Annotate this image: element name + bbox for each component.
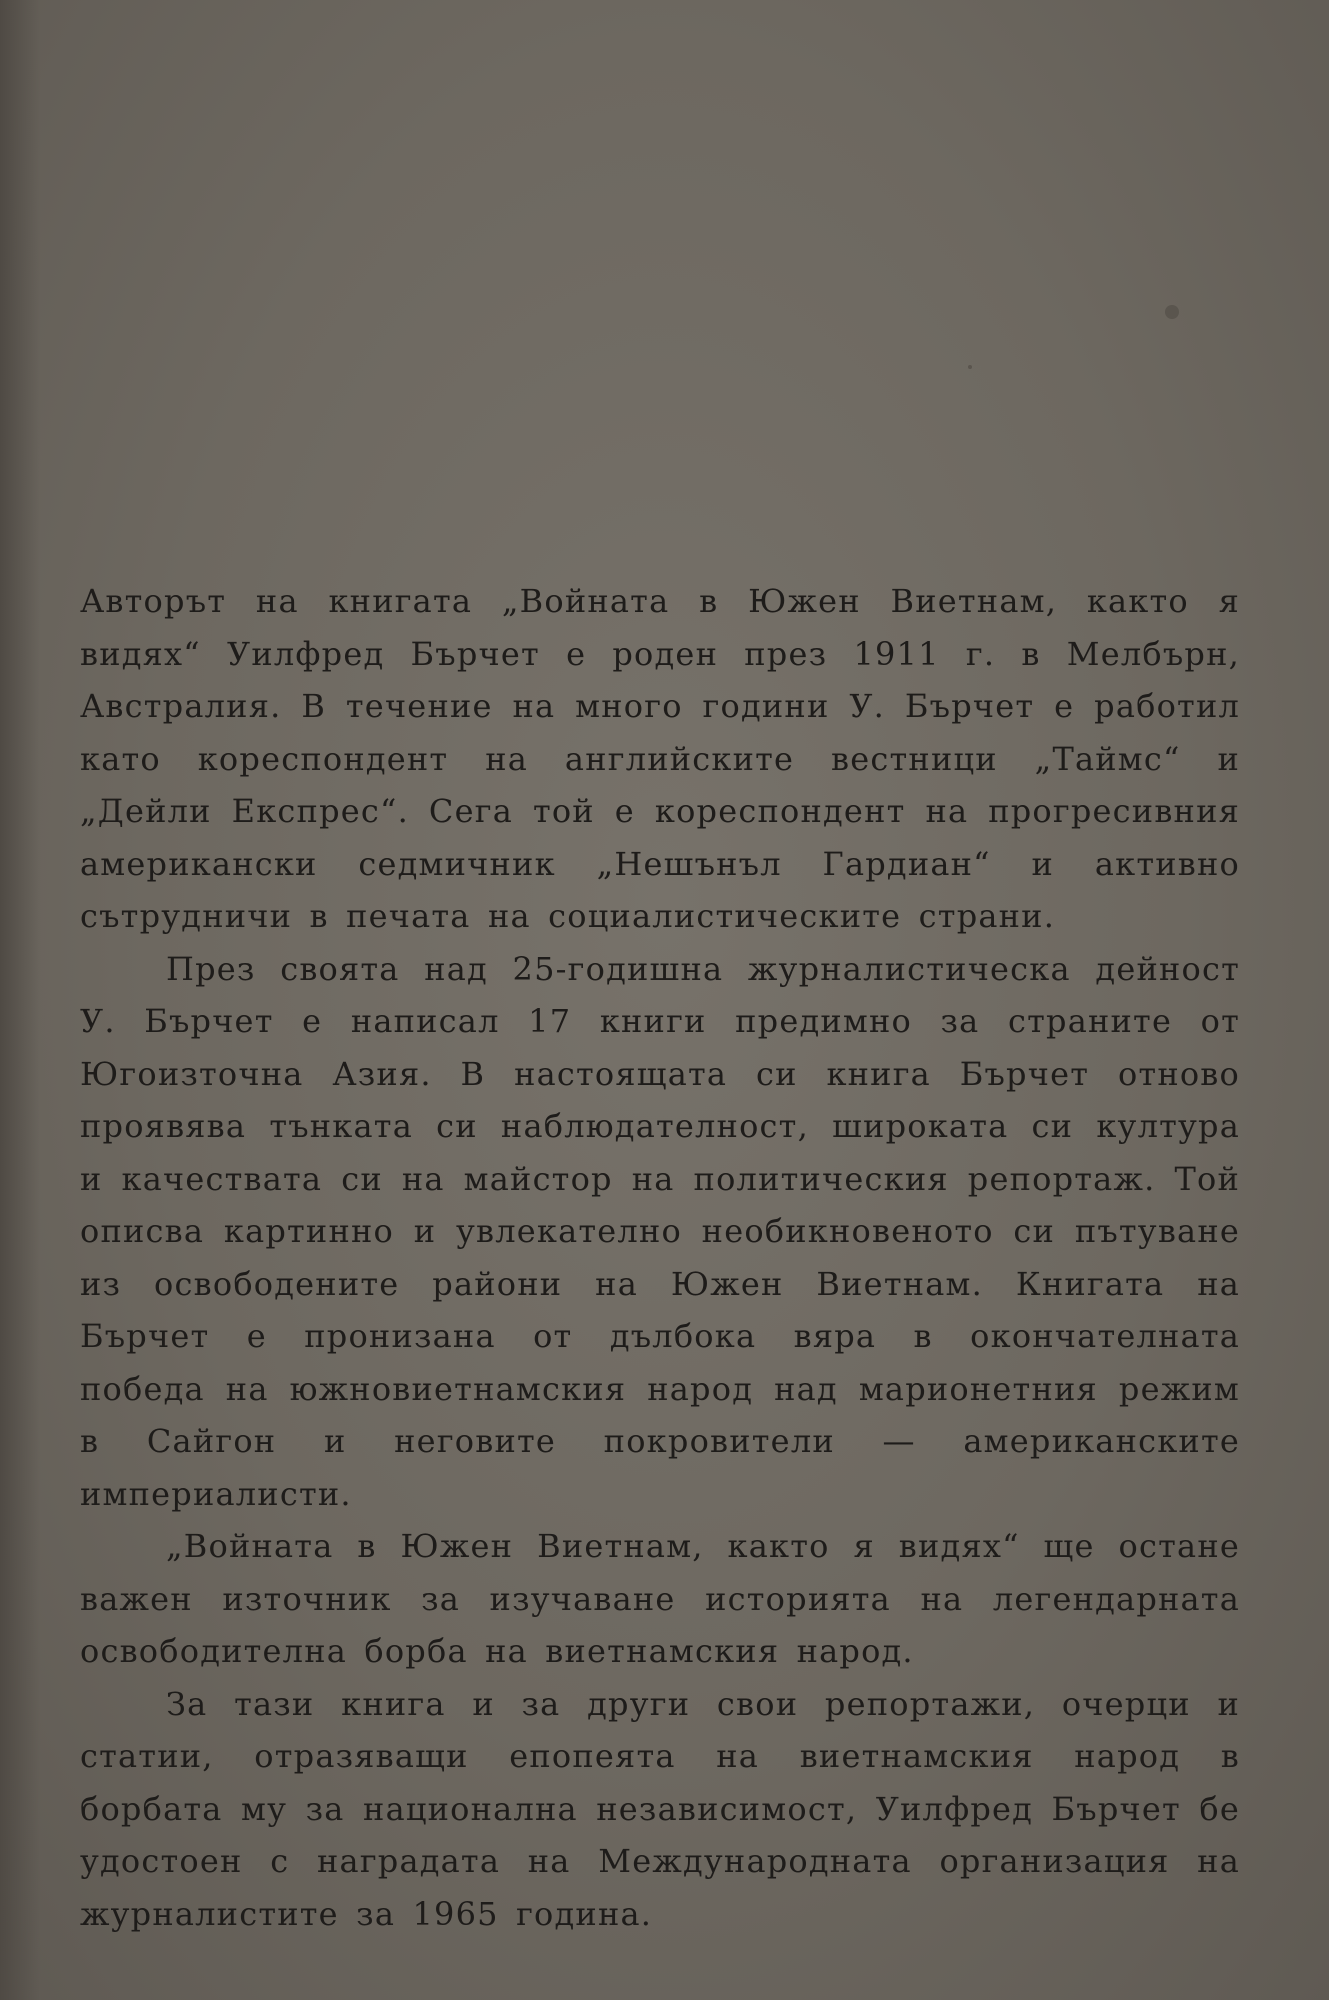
paragraph-author-intro: Авторът на книгата „Войната в Южен Виетнам, както я видях“ Уилфред Бърчет е роден през 1911 г. в Мелбърн, Австралия. В течение на много години У. Бърчет е работил като кореспондент на английските вестници „Таймс“ и „Дейли Експрес“. Сега той е кореспондент на прогресивния американски седмичник „Нешънъл Гардиан“ и активно сътрудничи в печата на социалистическите страни. — [80, 582, 1240, 935]
paragraph-book-importance: „Войната в Южен Виетнам, както я видях“ ще остане важен източник за изучаване историята на легендарната освободителна борба на виетнамския народ. — [80, 1527, 1240, 1670]
paper-speck — [1165, 305, 1179, 319]
author-bio-text — [80, 575, 1240, 1940]
paragraph-award: За тази книга и за други свои репортажи, очерци и статии, отразяващи епопеята на виетнамския народ в борбата му за национална независимост, Уилфред Бърчет бе удостоен с наградата на Международната организация на журналистите за 1965 година. — [80, 1684, 1240, 1933]
page-edge-shadow — [0, 0, 40, 2000]
paper-speck — [968, 365, 972, 369]
paragraph-career: През своята над 25-годишна журналистическа дейност У. Бърчет е написал 17 книги предимно за страните от Югоизточна Азия. В настоящата си книга Бърчет отново проявява тънката си наблюдателност, широката си култура и качествата си на майстор на политическия репортаж. Той описва картинно и увлекателно необикновеното си пътуване из освободените райони на Южен Виетнам. Книгата на Бърчет е пронизана от дълбока вяра в окончателната победа на южновиетнамския народ над марионетния режим в Сайгон и неговите покровители — американските империалисти. — [80, 949, 1240, 1513]
